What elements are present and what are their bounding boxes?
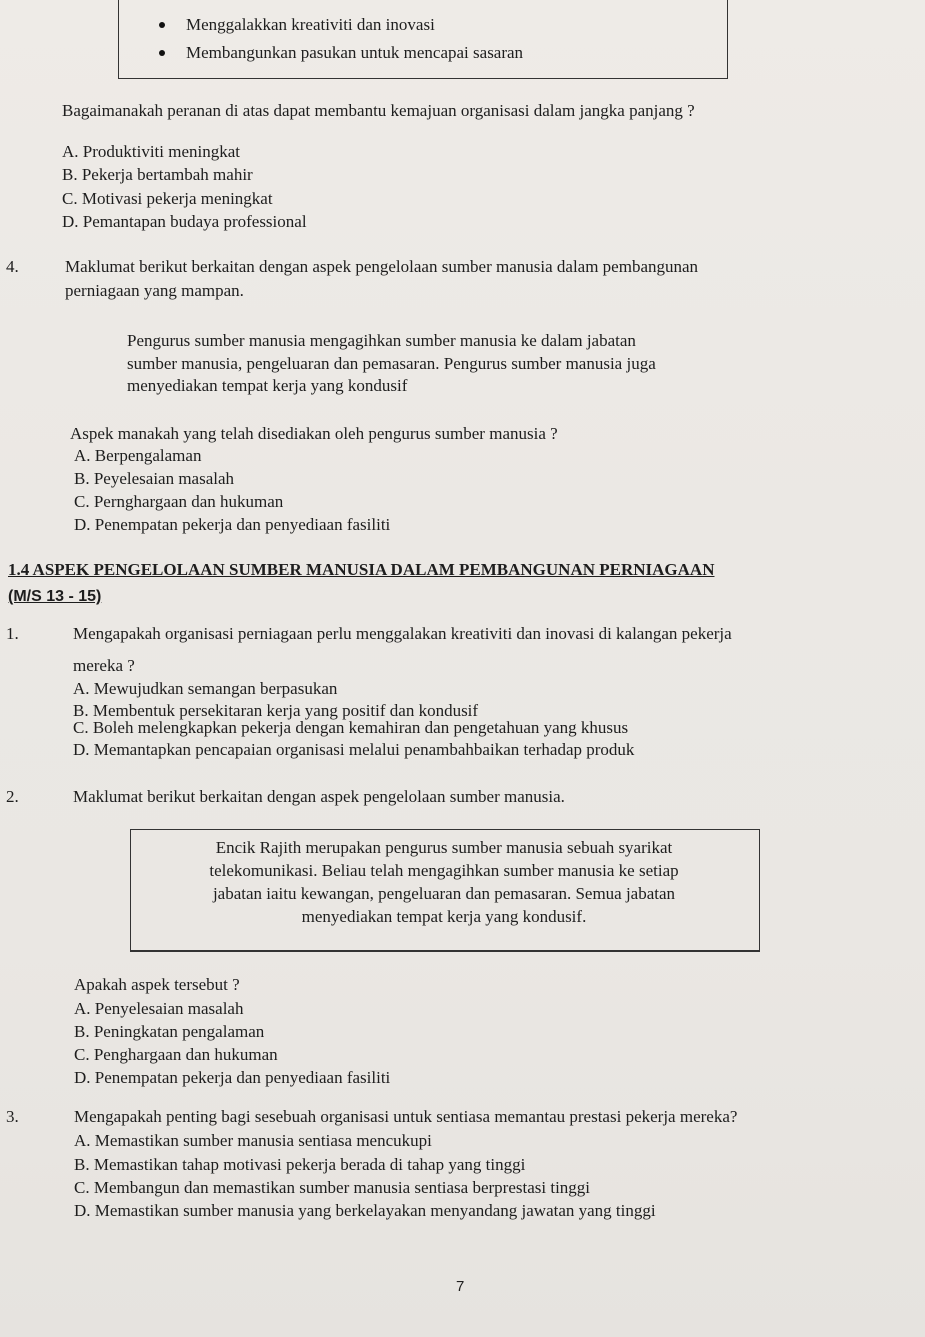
roles-box (118, 0, 728, 79)
question-stem-line-1: Maklumat berikut berkaitan dengan aspek pengelolaan sumber manusia dalam pembangunan (65, 257, 699, 276)
info-line-1: Pengurus sumber manusia mengagihkan sumber manusia ke dalam jabatan (127, 331, 636, 350)
question-number: 3. (6, 1107, 19, 1126)
question-stem-line-1: Mengapakah organisasi perniagaan perlu menggalakan kreativiti dan inovasi di kalangan pekerja (73, 624, 732, 643)
info-line-4: menyediakan tempat kerja yang kondusif. (301, 907, 587, 926)
option-c: C. Pernghargaan dan hukuman (74, 492, 284, 511)
option-c: C. Membangun dan memastikan sumber manusia sentiasa berprestasi tinggi (74, 1178, 591, 1197)
page-number: 7 (456, 1278, 465, 1295)
option-b: B. Pekerja bertambah mahir (62, 165, 253, 184)
option-a: A. Produktiviti meningkat (62, 142, 241, 161)
question-number: 2. (6, 787, 19, 806)
option-b: B. Membentuk persekitaran kerja yang positif dan kondusif (73, 701, 479, 720)
option-c: C. Boleh melengkapkan pekerja dengan kemahiran dan pengetahuan yang khusus (73, 718, 629, 737)
question-text: Apakah aspek tersebut ? (74, 975, 240, 994)
question-text: Aspek manakah yang telah disediakan oleh pengurus sumber manusia ? (70, 424, 558, 443)
option-a: A. Penyelesaian masalah (74, 999, 244, 1018)
option-b: B. Peningkatan pengalaman (74, 1022, 265, 1041)
option-b: B. Memastikan tahap motivasi pekerja berada di tahap yang tinggi (74, 1155, 526, 1174)
option-d: D. Memantapkan pencapaian organisasi melalui penambahbaikan terhadap produk (73, 740, 635, 759)
question-stem: Mengapakah penting bagi sesebuah organisasi untuk sentiasa memantau prestasi pekerja mereka? (74, 1107, 738, 1126)
info-line-2: telekomunikasi. Beliau telah mengagihkan sumber manusia ke setiap (209, 861, 679, 880)
option-d: D. Memastikan sumber manusia yang berkelayakan menyandang jawatan yang tinggi (74, 1201, 656, 1220)
option-a: A. Berpengalaman (74, 446, 202, 465)
bullet-dot (159, 50, 165, 56)
option-c: C. Penghargaan dan hukuman (74, 1045, 278, 1064)
question-stem: Maklumat berikut berkaitan dengan aspek pengelolaan sumber manusia. (73, 787, 565, 806)
info-line-3: menyediakan tempat kerja yang kondusif (127, 376, 408, 395)
question-text: Bagaimanakah peranan di atas dapat membantu kemajuan organisasi dalam jangka panjang ? (62, 101, 695, 120)
question-number: 4. (6, 257, 19, 276)
option-b: B. Peyelesaian masalah (74, 469, 235, 488)
question-number: 1. (6, 624, 19, 643)
info-line-2: sumber manusia, pengeluaran dan pemasaran. Pengurus sumber manusia juga (127, 354, 656, 373)
option-a: A. Mewujudkan semangan berpasukan (73, 679, 338, 698)
option-d: D. Penempatan pekerja dan penyediaan fasiliti (74, 1068, 391, 1087)
info-line-1: Encik Rajith merupakan pengurus sumber manusia sebuah syarikat (215, 838, 673, 857)
option-d: D. Pemantapan budaya professional (62, 212, 307, 231)
option-c: C. Motivasi pekerja meningkat (62, 189, 273, 208)
option-a: A. Memastikan sumber manusia sentiasa mencukupi (74, 1131, 432, 1150)
info-line-3: jabatan iaitu kewangan, pengeluaran dan pemasaran. Semua jabatan (212, 884, 676, 903)
section-title: 1.4 ASPEK PENGELOLAAN SUMBER MANUSIA DALAM PEMBANGUNAN PERNIAGAAN (8, 560, 715, 579)
roles-bullet-2: Membangunkan pasukan untuk mencapai sasaran (186, 43, 524, 62)
roles-bullet-1: Menggalakkan kreativiti dan inovasi (186, 15, 435, 34)
bullet-dot (159, 22, 165, 28)
question-stem-line-2: perniagaan yang mampan. (65, 281, 244, 300)
section-pages: (M/S 13 - 15) (8, 588, 102, 605)
option-d: D. Penempatan pekerja dan penyediaan fasiliti (74, 515, 391, 534)
question-stem-line-2: mereka ? (73, 656, 135, 675)
